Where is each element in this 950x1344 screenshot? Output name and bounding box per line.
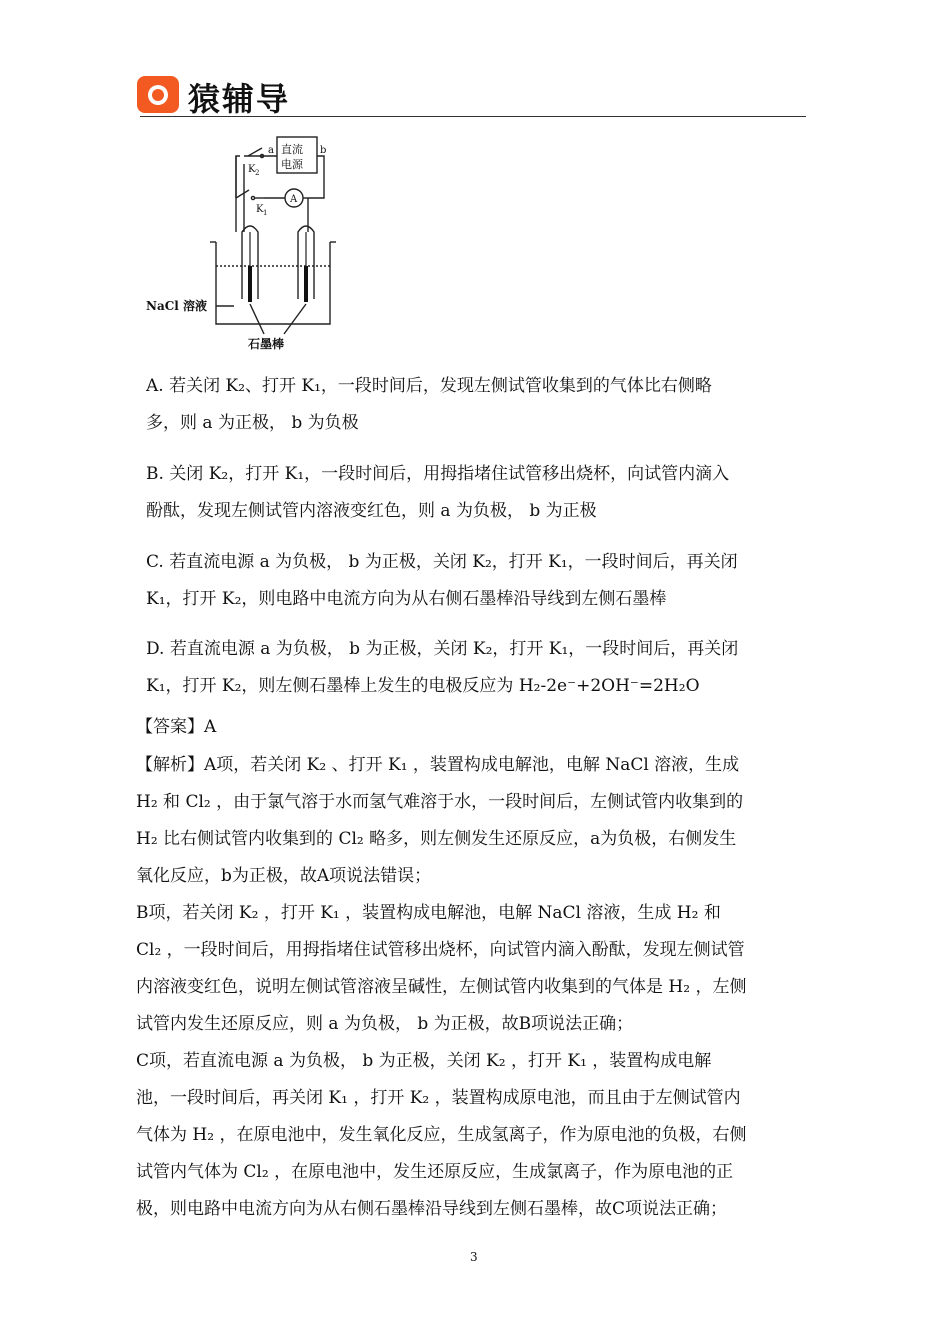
power-label-1: 直流 xyxy=(281,143,303,156)
analysis-line: C项，若直流电源 a 为负极， b 为正极，关闭 K₂ ，打开 K₁ ，装置构成电解 xyxy=(136,1051,712,1071)
option-d-line1: D. 若直流电源 a 为负极， b 为正极，关闭 K₂，打开 K₁，一段时间后，再关闭 xyxy=(146,639,739,659)
analysis-line: B项，若关闭 K₂ ，打开 K₁ ，装置构成电解池，电解 NaCl 溶液，生成 H₂ 和 xyxy=(136,903,721,923)
option-a-line2: 多，则 a 为正极， b 为负极 xyxy=(146,413,359,433)
label-b: b xyxy=(320,145,327,156)
label-a: a xyxy=(268,145,274,156)
electrolysis-diagram xyxy=(144,134,354,356)
analysis-line: H₂ 比右侧试管内收集到的 Cl₂ 略多，则左侧发生还原反应，a为负极，右侧发生 xyxy=(136,829,737,849)
analysis-line: 内溶液变红色，说明左侧试管溶液呈碱性，左侧试管内收集到的气体是 H₂ ，左侧 xyxy=(136,977,747,997)
option-a-line1: A. 若关闭 K₂、打开 K₁，一段时间后，发现左侧试管收集到的气体比右侧略 xyxy=(146,376,712,396)
option-d-line2: K₁，打开 K₂，则左侧石墨棒上发生的电极反应为 H₂-2e⁻+2OH⁻=2H₂O xyxy=(146,676,700,696)
analysis-line: 氧化反应，b为正极，故A项说法错误； xyxy=(136,866,432,886)
logo-icon xyxy=(137,76,179,113)
option-c-line2: K₁，打开 K₂，则电路中电流方向为从右侧石墨棒沿导线到左侧石墨棒 xyxy=(146,589,667,609)
logo-text: 猿辅导 xyxy=(188,80,291,118)
option-d xyxy=(146,631,826,705)
label-k1: K xyxy=(256,204,264,215)
left-graphite-rod xyxy=(248,266,252,302)
label-k2-sub: 2 xyxy=(255,169,260,177)
power-label-2: 电源 xyxy=(281,158,303,171)
analysis-line: H₂ 和 Cl₂ ，由于氯气溶于水而氢气难溶于水，一段时间后，左侧试管内收集到的 xyxy=(136,792,744,812)
page-number: 3 xyxy=(470,1250,478,1264)
label-k2: K xyxy=(248,164,256,175)
option-a xyxy=(146,368,826,442)
option-c-line1: C. 若直流电源 a 为负极， b 为正极，关闭 K₂，打开 K₁，一段时间后，再关闭 xyxy=(146,552,738,572)
option-b xyxy=(146,456,826,530)
option-c xyxy=(146,544,826,618)
analysis-line: Cl₂ ，一段时间后，用拇指堵住试管移出烧杯，向试管内滴入酚酞，发现左侧试管 xyxy=(136,940,745,960)
option-b-line2: 酚酞，发现左侧试管内溶液变红色，则 a 为负极， b 为正极 xyxy=(146,501,597,521)
nacl-label: NaCl 溶液 xyxy=(146,299,208,313)
analysis-line: 极，则电路中电流方向为从右侧石墨棒沿导线到左侧石墨棒，故C项说法正确； xyxy=(136,1199,728,1219)
option-b-line1: B. 关闭 K₂，打开 K₁，一段时间后，用拇指堵住试管移出烧杯，向试管内滴入 xyxy=(146,464,730,484)
analysis-line: 试管内气体为 Cl₂ ，在原电池中，发生还原反应，生成氯离子，作为原电池的正 xyxy=(136,1162,734,1182)
analysis-line: 试管内发生还原反应，则 a 为负极， b 为正极，故B项说法正确； xyxy=(136,1014,634,1034)
analysis-line: 【解析】A项，若关闭 K₂ 、打开 K₁ ，装置构成电解池，电解 NaCl 溶液，生成 xyxy=(136,755,740,775)
right-graphite-rod xyxy=(304,266,308,302)
ammeter-label: A xyxy=(290,194,298,205)
analysis-line: 池，一段时间后，再关闭 K₁ ，打开 K₂ ，装置构成原电池，而且由于左侧试管内 xyxy=(136,1088,741,1108)
answer: 【答案】A xyxy=(136,717,217,737)
label-k1-sub: 1 xyxy=(263,209,268,217)
analysis-line: 气体为 H₂ ，在原电池中，发生氧化反应，生成氢离子，作为原电池的负极，右侧 xyxy=(136,1125,747,1145)
header-divider xyxy=(140,116,806,117)
graphite-label: 石墨棒 xyxy=(248,337,285,351)
